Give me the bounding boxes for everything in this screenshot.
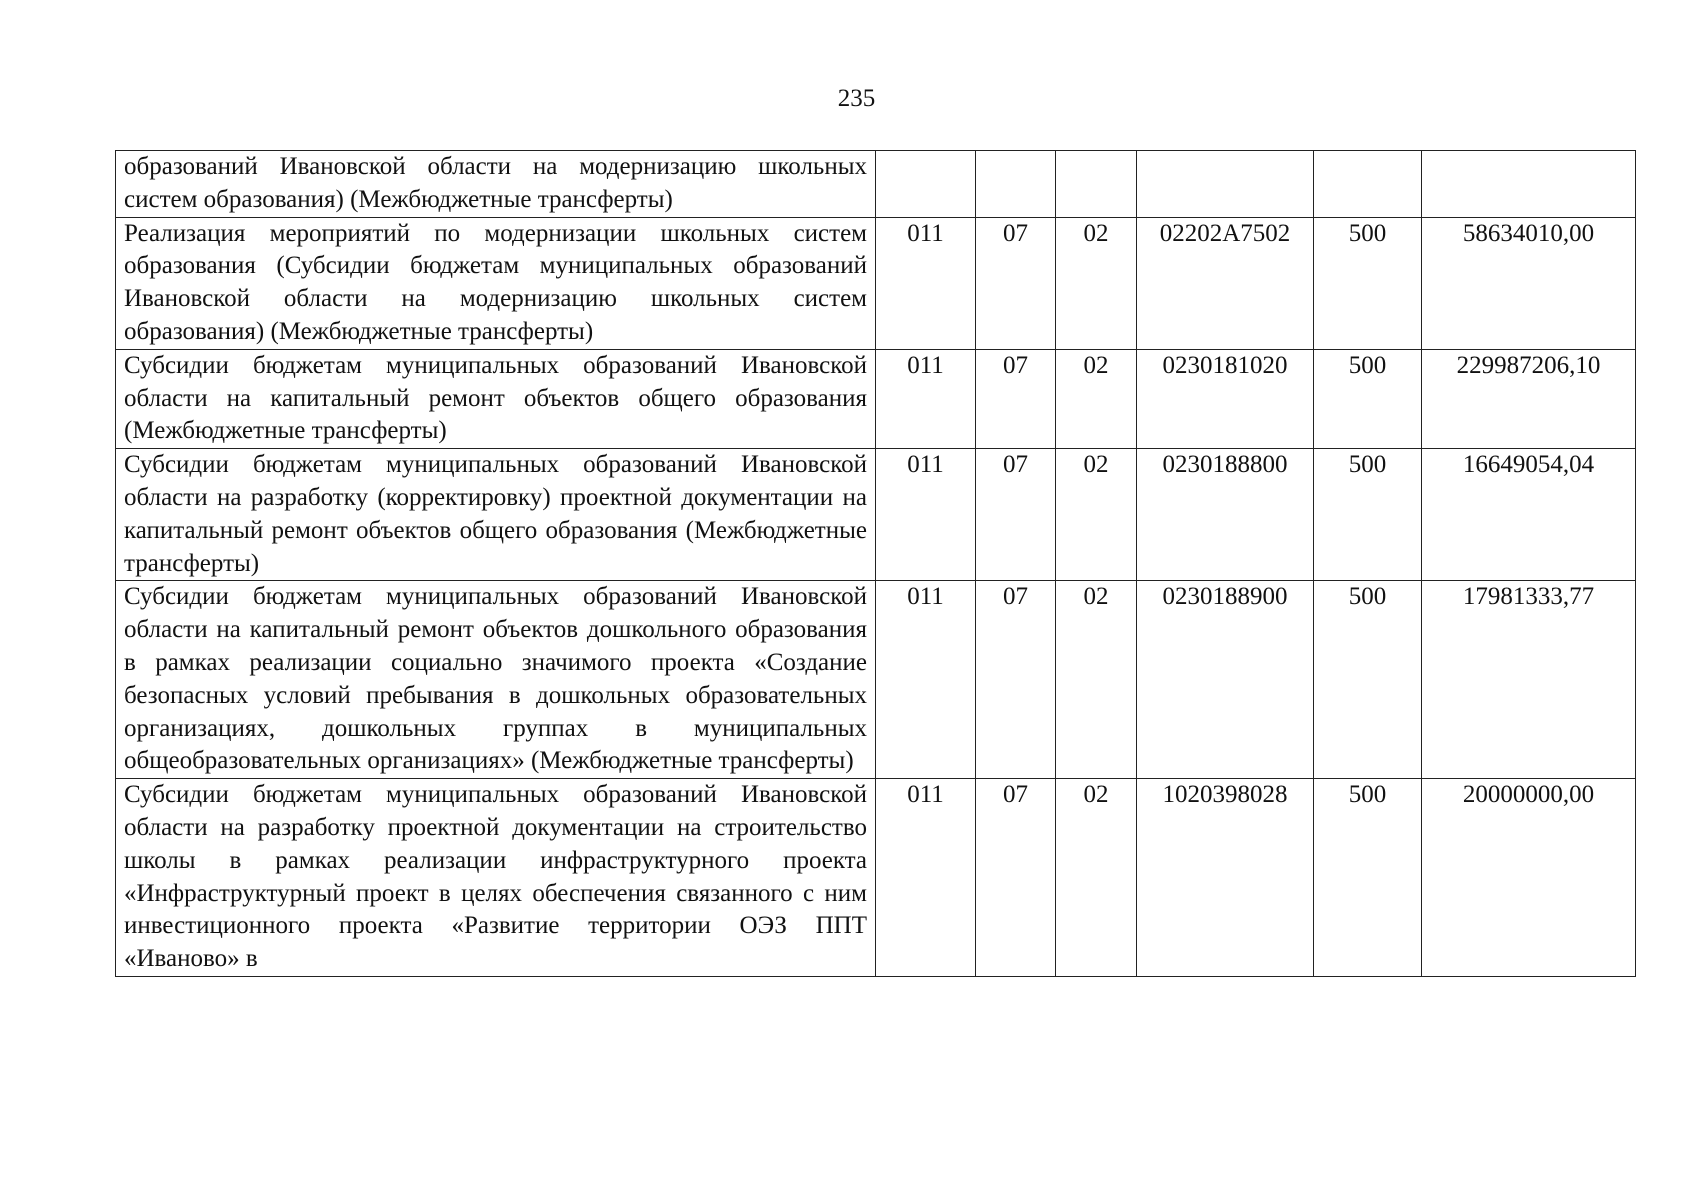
target-article-code xyxy=(1137,151,1314,218)
section-code: 07 xyxy=(976,449,1056,581)
page-number: 235 xyxy=(837,85,876,112)
target-article-code: 1020398028 xyxy=(1137,779,1314,977)
section-code: 07 xyxy=(976,349,1056,448)
target-article-code: 02202А7502 xyxy=(1137,217,1314,349)
ministry-code: 011 xyxy=(876,349,976,448)
subsection-code: 02 xyxy=(1056,217,1137,349)
amount-value xyxy=(1422,151,1636,218)
row-description: Субсидии бюджетам муниципальных образований Ивановской области на разработку (корректировку) проектной документации на капитальный ремонт объектов общего образования (Межбюджетные трансферты) xyxy=(116,449,876,581)
section-code: 07 xyxy=(976,217,1056,349)
amount-value: 17981333,77 xyxy=(1422,581,1636,779)
target-article-code: 0230181020 xyxy=(1137,349,1314,448)
amount-value: 20000000,00 xyxy=(1422,779,1636,977)
subsection-code: 02 xyxy=(1056,779,1137,977)
target-article-code: 0230188900 xyxy=(1137,581,1314,779)
expense-type-code: 500 xyxy=(1314,581,1422,779)
expense-type-code: 500 xyxy=(1314,217,1422,349)
section-code: 07 xyxy=(976,581,1056,779)
ministry-code: 011 xyxy=(876,779,976,977)
ministry-code xyxy=(876,151,976,218)
row-description: Реализация мероприятий по модернизации школьных систем образования (Субсидии бюджетам муниципальных образований Ивановской области на модернизацию школьных систем образования) (Межбюджетные трансферты) xyxy=(116,217,876,349)
expense-type-code: 500 xyxy=(1314,349,1422,448)
row-description: Субсидии бюджетам муниципальных образований Ивановской области на капитальный ремонт объектов дошкольного образования в рамках реализации социально значимого проекта «Создание безопасных условий пребывания в дошкольных образовательных организациях, дошкольных группах в муниципальных общеобразовательных организациях» (Межбюджетные трансферты) xyxy=(116,581,876,779)
amount-value: 58634010,00 xyxy=(1422,217,1636,349)
section-code: 07 xyxy=(976,779,1056,977)
table-row xyxy=(116,151,1636,218)
row-description: Субсидии бюджетам муниципальных образований Ивановской области на разработку проектной документации на строительство школы в рамках реализации инфраструктурного проекта «Инфраструктурный проект в целях обеспечения связанного с ним инвестиционного проекта «Развитие территории ОЭЗ ППТ «Иваново» в xyxy=(116,779,876,977)
budget-table xyxy=(115,150,1636,977)
table-row xyxy=(116,217,1636,349)
subsection-code: 02 xyxy=(1056,349,1137,448)
ministry-code: 011 xyxy=(876,217,976,349)
ministry-code: 011 xyxy=(876,581,976,779)
table-row xyxy=(116,581,1636,779)
table-row xyxy=(116,779,1636,977)
expense-type-code xyxy=(1314,151,1422,218)
expense-type-code: 500 xyxy=(1314,449,1422,581)
section-code xyxy=(976,151,1056,218)
subsection-code: 02 xyxy=(1056,581,1137,779)
target-article-code: 0230188800 xyxy=(1137,449,1314,581)
amount-value: 16649054,04 xyxy=(1422,449,1636,581)
expense-type-code: 500 xyxy=(1314,779,1422,977)
table-row xyxy=(116,349,1636,448)
subsection-code xyxy=(1056,151,1137,218)
row-description: образований Ивановской области на модернизацию школьных систем образования) (Межбюджетные трансферты) xyxy=(116,151,876,218)
ministry-code: 011 xyxy=(876,449,976,581)
amount-value: 229987206,10 xyxy=(1422,349,1636,448)
subsection-code: 02 xyxy=(1056,449,1137,581)
table-row xyxy=(116,449,1636,581)
row-description: Субсидии бюджетам муниципальных образований Ивановской области на капитальный ремонт объектов общего образования (Межбюджетные трансферты) xyxy=(116,349,876,448)
